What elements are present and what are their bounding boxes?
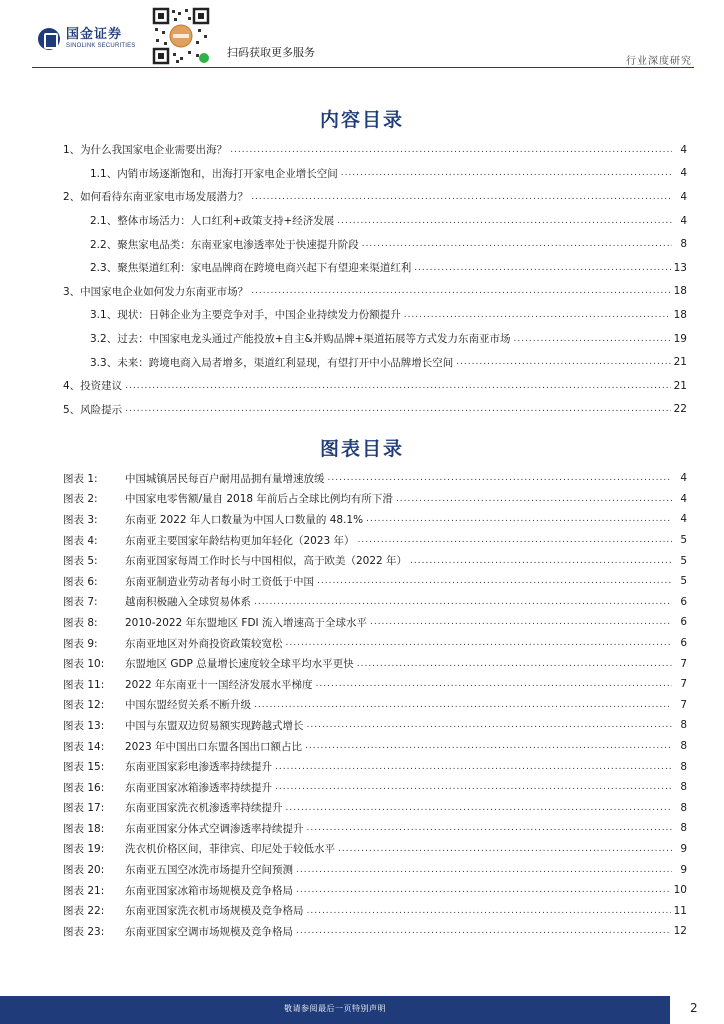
figure-entry[interactable] xyxy=(63,633,687,654)
dot-leader xyxy=(370,617,672,627)
dot-leader xyxy=(254,597,672,607)
figure-number: 图表 12: xyxy=(63,699,105,712)
figure-entry-page: 8 xyxy=(680,740,687,753)
figure-entry[interactable] xyxy=(63,695,687,716)
figure-number: 图表 2: xyxy=(63,493,98,506)
dot-leader xyxy=(456,357,670,367)
figure-entry[interactable] xyxy=(63,653,687,674)
dot-leader xyxy=(286,638,673,648)
toc-entry-label: 3、中国家电企业如何发力东南亚市场？ xyxy=(63,285,249,298)
figure-entry-page: 4 xyxy=(680,492,687,505)
toc-entry[interactable] xyxy=(63,185,687,209)
dot-leader xyxy=(358,535,672,545)
figure-entry-label: 东盟地区 GDP 总量增长速度较全球平均水平更快 xyxy=(125,658,354,671)
figure-entry[interactable] xyxy=(63,736,687,757)
dot-leader xyxy=(125,381,670,391)
toc-entry[interactable] xyxy=(63,374,687,398)
figure-entry-page: 4 xyxy=(680,513,687,526)
dot-leader xyxy=(337,216,672,226)
dot-leader xyxy=(341,168,672,178)
figure-entry-page: 12 xyxy=(673,925,687,938)
toc-entry-label: 3.2、过去：中国家电龙头通过产能投放+自主&并购品牌+渠道拓展等方式发力东南亚市场 xyxy=(90,333,511,346)
figure-entry-page: 5 xyxy=(680,554,687,567)
figure-number: 图表 18: xyxy=(63,822,105,835)
figure-number: 图表 20: xyxy=(63,864,105,877)
dot-leader xyxy=(307,906,671,916)
dot-leader xyxy=(410,556,672,566)
figure-entry-label: 东南亚国家分体式空调渗透率持续提升 xyxy=(125,822,304,835)
toc-entry-label: 3.1、现状：日韩企业为主要竞争对手，中国企业持续发力份额提升 xyxy=(90,309,401,322)
qr-caption: 扫码获取更多服务 xyxy=(227,46,315,59)
figure-entry[interactable] xyxy=(63,818,687,839)
figure-entry-page: 5 xyxy=(680,575,687,588)
dot-leader xyxy=(362,239,672,249)
toc-entry-label: 1.1、内销市场逐渐饱和，出海打开家电企业增长空间 xyxy=(90,167,338,180)
toc-entry[interactable] xyxy=(63,256,687,280)
figure-entry-label: 东南亚国家每周工作时长与中国相似，高于欧美（2022 年） xyxy=(125,555,408,568)
figure-number: 图表 8: xyxy=(63,616,98,629)
dot-leader xyxy=(296,926,671,936)
toc-entry[interactable] xyxy=(63,350,687,374)
figure-entry-page: 11 xyxy=(673,904,687,917)
dot-leader xyxy=(251,192,672,202)
figure-number: 图表 19: xyxy=(63,843,105,856)
dot-leader xyxy=(296,865,672,875)
toc-entry[interactable] xyxy=(63,303,687,327)
dot-leader xyxy=(414,263,670,273)
dot-leader xyxy=(328,473,673,483)
logo-chinese-name: 国金证券 xyxy=(66,27,123,42)
dot-leader xyxy=(338,844,672,854)
toc-entry[interactable] xyxy=(63,138,687,162)
figure-number: 图表 4: xyxy=(63,534,98,547)
dot-leader xyxy=(275,782,672,792)
figure-number: 图表 23: xyxy=(63,925,105,938)
dot-leader xyxy=(316,679,672,689)
figure-entry-label: 中国家电零售额/量自 2018 年前后占全球比例均有所下滑 xyxy=(125,493,393,506)
figure-entry[interactable] xyxy=(63,859,687,880)
figure-number: 图表 13: xyxy=(63,719,105,732)
figure-entry-label: 东南亚五国空冰洗市场提升空间预测 xyxy=(125,864,293,877)
figure-entry-label: 2023 年中国出口东盟各国出口额占比 xyxy=(125,740,303,753)
toc-entry[interactable] xyxy=(63,209,687,233)
dot-leader xyxy=(275,762,672,772)
toc-entry-page: 19 xyxy=(673,332,687,345)
figures-title: 图表目录 xyxy=(319,438,404,460)
figure-number: 图表 7: xyxy=(63,596,98,609)
figure-entry-page: 8 xyxy=(680,822,687,835)
dot-leader xyxy=(296,885,671,895)
toc-entry-label: 2.3、聚焦渠道红利：家电品牌商在跨境电商兴起下有望迎来渠道红利 xyxy=(90,262,412,275)
dot-leader xyxy=(286,803,673,813)
toc-entry-page: 4 xyxy=(680,167,687,180)
figure-entry-label: 2010-2022 年东盟地区 FDI 流入增速高于全球水平 xyxy=(125,616,367,629)
dot-leader xyxy=(513,334,670,344)
figure-entry[interactable] xyxy=(63,777,687,798)
dot-leader xyxy=(404,310,671,320)
figure-entry[interactable] xyxy=(63,880,687,901)
figure-number: 图表 22: xyxy=(63,905,105,918)
figure-entry-label: 东南亚地区对外商投资政策较宽松 xyxy=(125,637,283,650)
toc-entry-label: 3.3、未来：跨境电商入局者增多，渠道红利显现，有望打开中小品牌增长空间 xyxy=(90,356,454,369)
figure-entry[interactable] xyxy=(63,674,687,695)
sinolink-logo xyxy=(38,28,135,50)
dot-leader xyxy=(396,494,672,504)
document-type-label: 行业深度研究 xyxy=(626,56,692,67)
figure-entry-page: 5 xyxy=(680,534,687,547)
dot-leader xyxy=(254,700,672,710)
figure-number: 图表 16: xyxy=(63,781,105,794)
toc-entry-page: 21 xyxy=(673,356,687,369)
figure-entry-page: 6 xyxy=(680,616,687,629)
toc-title: 内容目录 xyxy=(319,109,404,131)
figure-entry-label: 东南亚主要国家年龄结构更加年轻化（2023 年） xyxy=(125,534,355,547)
figure-entry-page: 7 xyxy=(680,657,687,670)
toc-entry-page: 18 xyxy=(673,285,687,298)
page-header xyxy=(0,0,724,70)
dot-leader xyxy=(317,576,672,586)
toc-entry[interactable] xyxy=(63,280,687,304)
figure-entry-label: 东南亚制造业劳动者每小时工资低于中国 xyxy=(125,575,314,588)
figure-entry-page: 4 xyxy=(680,472,687,485)
figure-number: 图表 11: xyxy=(63,678,105,691)
figure-entry-label: 东南亚国家洗衣机渗透率持续提升 xyxy=(125,802,283,815)
dot-leader xyxy=(307,823,673,833)
qr-code-icon[interactable] xyxy=(152,7,210,65)
figure-entry[interactable] xyxy=(63,612,687,633)
figure-entry-page: 6 xyxy=(680,595,687,608)
toc-entry-label: 1、为什么我国家电企业需要出海？ xyxy=(63,144,228,157)
page-number: 2 xyxy=(690,1001,698,1015)
figure-entry[interactable] xyxy=(63,550,687,571)
toc-entry-label: 4、投资建议 xyxy=(63,380,123,393)
header-divider xyxy=(32,67,694,68)
figure-number: 图表 5: xyxy=(63,555,98,568)
toc-entry[interactable] xyxy=(63,398,687,422)
figure-number: 图表 10: xyxy=(63,658,105,671)
toc-entry-label: 2、如何看待东南亚家电市场发展潜力？ xyxy=(63,191,249,204)
toc-entry-page: 4 xyxy=(680,143,687,156)
figure-entry-page: 8 xyxy=(680,760,687,773)
figure-entry[interactable] xyxy=(63,571,687,592)
dot-leader xyxy=(366,514,672,524)
figure-entry-page: 10 xyxy=(673,884,687,897)
toc-entry[interactable] xyxy=(63,327,687,351)
figure-entry-label: 东南亚 2022 年人口数量为中国人口数量的 48.1% xyxy=(125,513,364,526)
figure-entry-page: 8 xyxy=(680,781,687,794)
figure-entry-label: 洗衣机价格区间，菲律宾、印尼处于较低水平 xyxy=(125,843,335,856)
figure-entry-label: 中国东盟经贸关系不断升级 xyxy=(125,699,251,712)
dot-leader xyxy=(230,145,672,155)
toc-entry-page: 13 xyxy=(673,261,687,274)
figure-entry-label: 中国与东盟双边贸易额实现跨越式增长 xyxy=(125,719,304,732)
sinolink-logo-icon xyxy=(38,28,60,50)
figure-entry[interactable] xyxy=(63,756,687,777)
figure-number: 图表 3: xyxy=(63,513,98,526)
figure-entry-page: 8 xyxy=(680,801,687,814)
figure-entry-page: 7 xyxy=(680,678,687,691)
dot-leader xyxy=(305,741,672,751)
toc-entry-page: 18 xyxy=(673,308,687,321)
figure-entry[interactable] xyxy=(63,489,687,510)
figure-entry-page: 6 xyxy=(680,637,687,650)
figure-number: 图表 21: xyxy=(63,884,105,897)
toc-entry[interactable] xyxy=(63,232,687,256)
table-of-contents xyxy=(63,138,687,421)
figure-entry-label: 越南积极融入全球贸易体系 xyxy=(125,596,251,609)
figure-entry-page: 9 xyxy=(680,842,687,855)
figure-entry[interactable] xyxy=(63,839,687,860)
toc-entry-label: 5、风险提示 xyxy=(63,403,123,416)
figure-entry-page: 9 xyxy=(680,863,687,876)
footer-disclaimer: 敬请参阅最后一页特别声明 xyxy=(284,1004,386,1013)
toc-entry-page: 22 xyxy=(673,403,687,416)
toc-entry-page: 4 xyxy=(680,214,687,227)
toc-entry[interactable] xyxy=(63,162,687,186)
logo-english-name: SINOLINK SECURITIES xyxy=(66,43,136,49)
figure-entry-label: 东南亚国家洗衣机市场规模及竞争格局 xyxy=(125,905,304,918)
figure-entry[interactable] xyxy=(63,715,687,736)
figure-entry[interactable] xyxy=(63,798,687,819)
figure-number: 图表 14: xyxy=(63,740,105,753)
figure-number: 图表 1: xyxy=(63,472,98,485)
figure-number: 图表 15: xyxy=(63,761,105,774)
figure-entry[interactable] xyxy=(63,468,687,489)
figure-entry-label: 东南亚国家空调市场规模及竞争格局 xyxy=(125,925,293,938)
figure-entry[interactable] xyxy=(63,509,687,530)
toc-entry-page: 8 xyxy=(680,238,687,251)
toc-entry-page: 4 xyxy=(680,190,687,203)
figure-entry-label: 2022 年东南亚十一国经济发展水平梯度 xyxy=(125,678,313,691)
figure-entry-page: 7 xyxy=(680,698,687,711)
figure-entry[interactable] xyxy=(63,900,687,921)
figure-number: 图表 17: xyxy=(63,802,105,815)
figure-entry-page: 8 xyxy=(680,719,687,732)
figure-number: 图表 6: xyxy=(63,575,98,588)
figure-entry-label: 东南亚国家彩电渗透率持续提升 xyxy=(125,761,272,774)
dot-leader xyxy=(307,720,673,730)
dot-leader xyxy=(251,286,670,296)
figure-entry-label: 中国城镇居民每百户耐用品拥有量增速放缓 xyxy=(125,472,325,485)
figure-entry[interactable] xyxy=(63,592,687,613)
toc-entry-label: 2.2、聚焦家电品类：东南亚家电渗透率处于快速提升阶段 xyxy=(90,238,359,251)
figure-entry[interactable] xyxy=(63,921,687,942)
list-of-figures xyxy=(63,468,687,942)
figure-entry[interactable] xyxy=(63,530,687,551)
toc-entry-page: 21 xyxy=(673,379,687,392)
figure-entry-label: 东南亚国家冰箱渗透率持续提升 xyxy=(125,781,272,794)
figure-number: 图表 9: xyxy=(63,637,98,650)
dot-leader xyxy=(357,659,672,669)
toc-entry-label: 2.1、整体市场活力：人口红利+政策支持+经济发展 xyxy=(90,215,335,228)
figure-entry-label: 东南亚国家冰箱市场规模及竞争格局 xyxy=(125,884,293,897)
dot-leader xyxy=(125,404,670,414)
